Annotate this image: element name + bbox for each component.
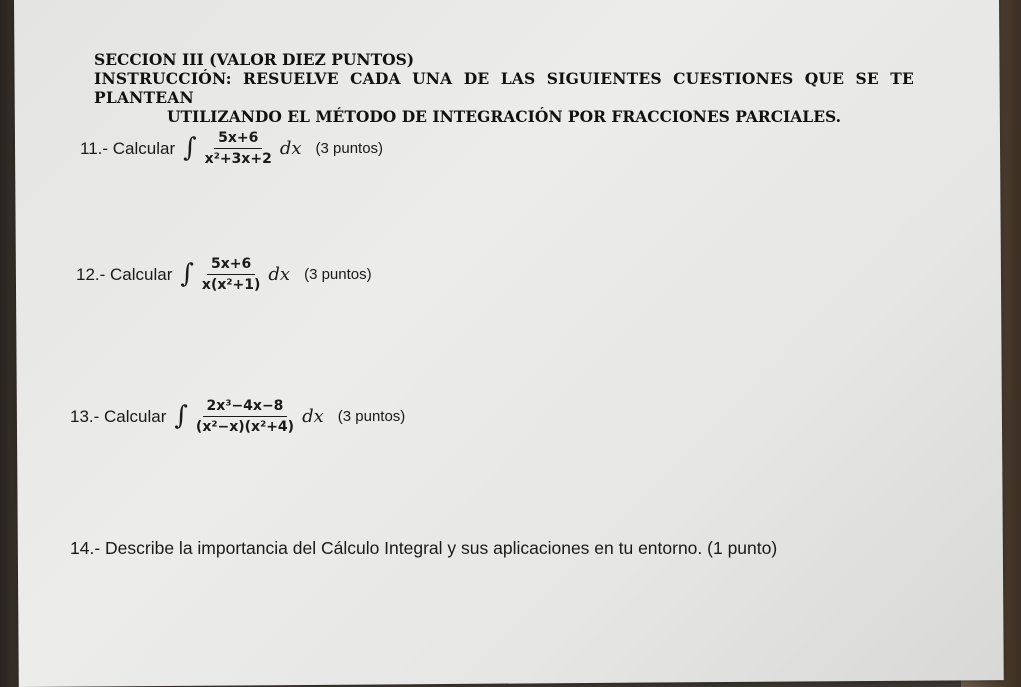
instruction-line-2: UTILIZANDO EL MÉTODO DE INTEGRACIÓN POR FRACCIONES PARCIALES. bbox=[166, 107, 842, 126]
differential: dx bbox=[279, 138, 302, 159]
integral-sign: ∫ bbox=[180, 258, 194, 289]
numerator: 2x³−4x−8 bbox=[203, 398, 288, 417]
integral-sign: ∫ bbox=[183, 132, 197, 163]
question-12 bbox=[76, 256, 372, 293]
points-label: (3 puntos) bbox=[337, 408, 406, 425]
exam-header bbox=[94, 50, 914, 126]
points-label: (3 puntos) bbox=[304, 266, 372, 283]
denominator: (x²−x)(x²+4) bbox=[195, 419, 295, 435]
denominator: x²+3x+2 bbox=[204, 151, 272, 167]
points-label: (3 puntos) bbox=[315, 140, 384, 157]
section-title: SECCION III (VALOR DIEZ PUNTOS) bbox=[94, 50, 415, 69]
integral-sign: ∫ bbox=[174, 400, 188, 431]
question-label: 11.- Calcular bbox=[80, 138, 176, 158]
fraction bbox=[192, 398, 298, 435]
fraction bbox=[201, 130, 276, 167]
question-11 bbox=[80, 130, 383, 167]
question-14: 14.- Describe la importancia del Cálculo Integral y sus aplicaciones en tu entorno. (1 punto) bbox=[70, 538, 778, 558]
differential: dx bbox=[268, 264, 291, 285]
question-label: 12.- Calcular bbox=[76, 264, 173, 284]
numerator: 5x+6 bbox=[214, 130, 262, 149]
denominator: x(x²+1) bbox=[201, 277, 261, 293]
fraction bbox=[198, 256, 264, 293]
question-13 bbox=[70, 398, 405, 435]
question-label: 13.- Calcular bbox=[70, 406, 167, 426]
numerator: 5x+6 bbox=[207, 256, 255, 275]
differential: dx bbox=[302, 406, 324, 427]
instruction-line-1: INSTRUCCIÓN: RESUELVE CADA UNA DE LAS SIGUIENTES CUESTIONES QUE SE TE PLANTEAN bbox=[94, 69, 914, 107]
